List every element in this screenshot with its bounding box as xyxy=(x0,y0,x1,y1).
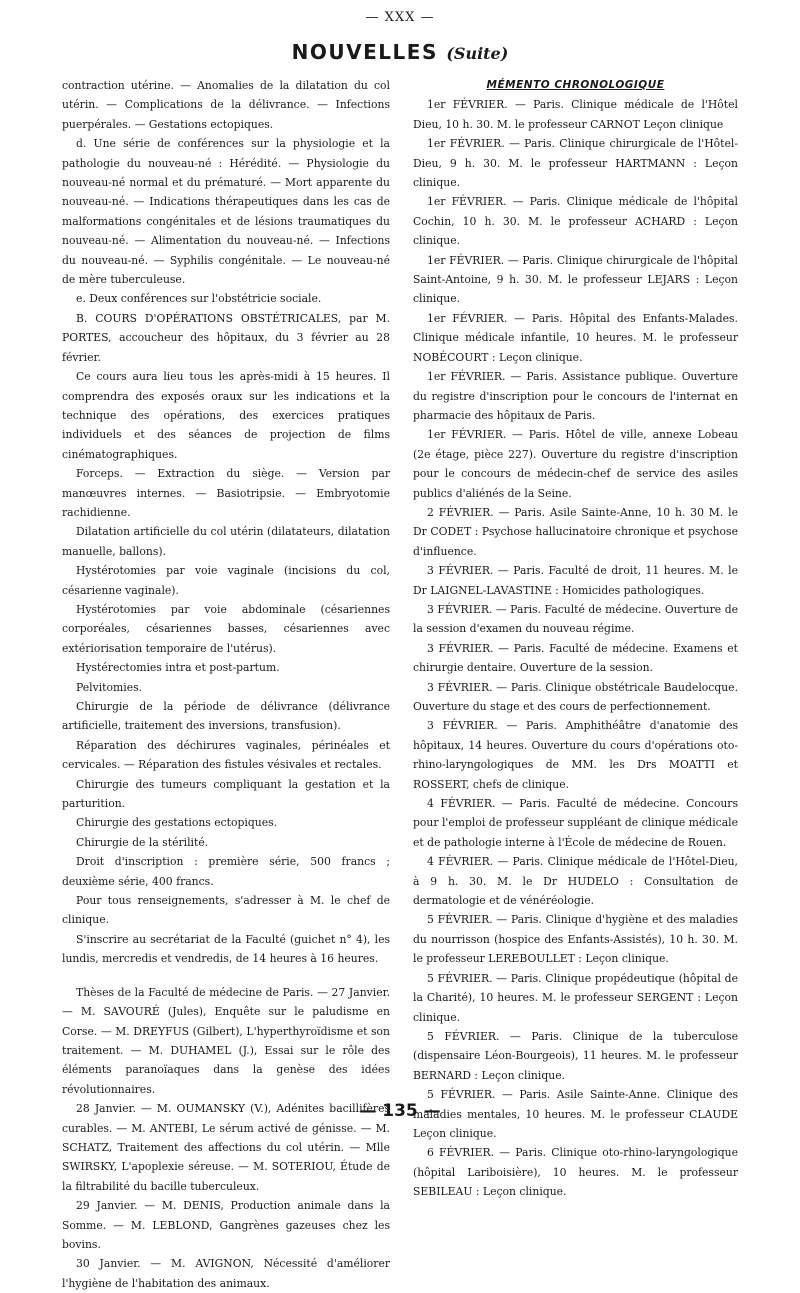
left-paragraph: Dilatation artificielle du col utérin (dilatateurs, dilatation manuelle, ballons). xyxy=(62,525,390,558)
title-text: NOUVELLES xyxy=(291,40,438,64)
memento-entry: 6 FÉVRIER. — Paris. Clinique oto-rhino-laryngologique (hôpital Lariboisière), 10 heures. M. le professeur SEBILEAU : Leçon clinique. xyxy=(413,1146,738,1199)
right-column xyxy=(413,76,738,1202)
left-paragraph: 28 Janvier. — M. OUMANSKY (V.), Adénites bacillifères curables. — M. ANTEBI, Le sérum activé de génisse. — M. SCHATZ, Traitement des affections du col utérin. — Mlle SWIRSKY, L'apoplexie séreuse. — M. SOTERIOU, Étude de la filtrabilité du bacille tuberculeux. xyxy=(62,1102,390,1193)
memento-entry: 1er FÉVRIER. — Paris. Hôtel de ville, annexe Lobeau (2e étage, pièce 227). Ouverture du registre d'inscription pour le concours de médecin-chef de service des asiles publics d'aliénés de la Seine. xyxy=(413,428,738,500)
memento-entry: 3 FÉVRIER. — Paris. Faculté de droit, 11 heures. M. le Dr LAIGNEL-LAVASTINE : Homicides pathologiques. xyxy=(413,564,738,597)
left-paragraph: B. COURS D'OPÉRATIONS OBSTÉTRICALES, par M. PORTES, accoucheur des hôpitaux, du 3 février au 28 février. xyxy=(62,311,390,364)
memento-entry: 5 FÉVRIER. — Paris. Clinique d'hygiène et des maladies du nourrisson (hospice des Enfants-Assistés), 10 h. 30. M. le professeur LEREBOULLET : Leçon clinique. xyxy=(413,913,738,966)
memento-entry: 3 FÉVRIER. — Paris. Faculté de médecine. Ouverture de la session d'examen du nouveau régime. xyxy=(413,602,738,636)
left-paragraph: Chirurgie des gestations ectopiques. xyxy=(76,816,278,830)
memento-entry: 1er FÉVRIER. — Paris. Hôpital des Enfants-Malades. Clinique médicale infantile, 10 heures. M. le professeur NOBÉCOURT : Leçon clinique. xyxy=(413,311,738,364)
left-paragraph: Chirurgie de la stérilité. xyxy=(76,835,209,849)
memento-entry: 5 FÉVRIER. — Paris. Clinique de la tuberculose (dispensaire Léon-Bourgeois), 11 heures. M. le professeur BERNARD : Leçon clinique. xyxy=(413,1029,738,1082)
left-paragraph: Hystérotomies par voie vaginale (incisions du col, césarienne vaginale). xyxy=(62,564,390,597)
left-paragraph: Pelvitomies. xyxy=(76,680,143,694)
left-paragraph: e. Deux conférences sur l'obstétricie sociale. xyxy=(76,292,322,306)
memento-entries xyxy=(413,95,738,1201)
memento-entry: 5 FÉVRIER. — Paris. Clinique propédeutique (hôpital de la Charité), 10 heures. M. le professeur SERGENT : Leçon clinique. xyxy=(413,971,738,1024)
left-paragraph: Pour tous renseignements, s'adresser à M. le chef de clinique. xyxy=(62,894,390,927)
left-paragraph: Droit d'inscription : première série, 500 francs ; deuxième série, 400 francs. xyxy=(62,855,390,888)
memento-entry: 5 FÉVRIER. — Paris. Asile Sainte-Anne. Clinique des maladies mentales, 10 heures. M. le professeur CLAUDE Leçon clinique. xyxy=(413,1088,738,1140)
memento-entry: 3 FÉVRIER. — Paris. Faculté de médecine. Examens et chirurgie dentaire. Ouverture de la session. xyxy=(413,641,738,675)
left-paragraph: S'inscrire au secrétariat de la Faculté (guichet n° 4), les lundis, mercredis et vendredis, de 14 heures à 16 heures. xyxy=(62,932,390,966)
left-paragraph: Ce cours aura lieu tous les après-midi à 15 heures. Il comprendra des exposés oraux sur les indications et la technique des opérations, des exercices pratiques individuels et des séances de projection de films cinématographiques. xyxy=(62,370,390,461)
left-paragraph: Hystérotomies par voie abdominale (césariennes corporéales, césariennes basses, césariennes avec extériorisation temporaire de l'utérus). xyxy=(62,602,390,655)
left-paragraph: 29 Janvier. — M. DENIS, Production animale dans la Somme. — M. LEBLOND, Gangrènes gazeuses chez les bovins. xyxy=(62,1199,390,1251)
page-number: — 135 — xyxy=(359,1101,441,1121)
memento-entry: 3 FÉVRIER. — Paris. Clinique obstétricale Baudelocque. Ouverture du stage et des cours de perfectionnement. xyxy=(413,680,738,713)
memento-entry: 3 FÉVRIER. — Paris. Amphithéâtre d'anatomie des hôpitaux, 14 heures. Ouverture du cours d'opérations oto-rhino-laryngologiques de MM. les Drs MOATTI et ROSSERT, chefs de clinique. xyxy=(413,719,738,791)
left-paragraph: Hystérectomies intra et post-partum. xyxy=(76,661,280,675)
memento-entry: 1er FÉVRIER. — Paris. Clinique chirurgicale de l'hôpital Saint-Antoine, 9 h. 30. M. le professeur LEJARS : Leçon clinique. xyxy=(413,253,738,306)
left-paragraph: d. Une série de conférences sur la physiologie et la pathologie du nouveau-né : Hérédité. — Physiologie du nouveau-né normal et du prématuré. — Mort apparente du nouveau-né. — Indications thérapeutiques dans les cas de malformations congénitales et de lésions traumatiques du nouveau-né. — Alimentation du nouveau-né. — Infections du nouveau-né. — Syphilis congénitale. — Le nouveau-né de mère tuberculeuse. xyxy=(62,137,390,287)
memento-entry: 1er FÉVRIER. — Paris. Assistance publique. Ouverture du registre d'inscription pour le concours de l'internat en pharmacie des hôpitaux de Paris. xyxy=(413,370,738,422)
memento-entry: 1er FÉVRIER. — Paris. Clinique chirurgicale de l'Hôtel-Dieu, 9 h. 30. M. le professeur HARTMANN : Leçon clinique. xyxy=(413,137,738,190)
left-paragraph: Chirurgie de la période de délivrance (délivrance artificielle, traitement des inversions, transfusion). xyxy=(62,700,390,733)
memento-heading: MÉMENTO CHRONOLOGIQUE xyxy=(486,79,665,91)
folio: — XXX — xyxy=(365,10,435,25)
memento-entry: 1er FÉVRIER. — Paris. Clinique médicale de l'hôpital Cochin, 10 h. 30. M. le professeur ACHARD : Leçon clinique. xyxy=(413,195,738,248)
title-suite: (Suite) xyxy=(446,44,509,63)
left-paragraph: contraction utérine. — Anomalies de la dilatation du col utérin. — Complications de la délivrance. — Infections puerpérales. — Gestations ectopiques. xyxy=(62,79,390,131)
memento-entry: 4 FÉVRIER. — Paris. Clinique médicale de l'Hôtel-Dieu, à 9 h. 30. M. le Dr HUDELO : Consultation de dermatologie et de vénéréologie. xyxy=(413,855,738,908)
left-paragraph: 30 Janvier. — M. AVIGNON, Nécessité d'améliorer l'hygiène de l'habitation des animaux. xyxy=(62,1257,390,1290)
memento-entry: 1er FÉVRIER. — Paris. Clinique médicale de l'Hôtel Dieu, 10 h. 30. M. le professeur CARNOT Leçon clinique xyxy=(413,98,738,131)
memento-entry: 4 FÉVRIER. — Paris. Faculté de médecine. Concours pour l'emploi de professeur suppléant de clinique médicale et de pathologie interne à l'École de médecine de Rouen. xyxy=(413,797,738,849)
memento-entry: 2 FÉVRIER. — Paris. Asile Sainte-Anne, 10 h. 30 M. le Dr CODET : Psychose hallucinatoire chronique et psychose d'influence. xyxy=(413,505,738,558)
page-title xyxy=(0,40,800,64)
left-paragraph: Réparation des déchirures vaginales, périnéales et cervicales. — Réparation des fistules vésivales et rectales. xyxy=(62,738,390,772)
left-paragraph: Chirurgie des tumeurs compliquant la gestation et la parturition. xyxy=(62,777,390,811)
left-paragraph: Forceps. — Extraction du siège. — Version par manœuvres internes. — Basiotripsie. — Embryotomie rachidienne. xyxy=(62,467,390,519)
left-paragraph: Thèses de la Faculté de médecine de Paris. — 27 Janvier. — M. SAVOURÉ (Jules), Enquête sur le paludisme en Corse. — M. DREYFUS (Gilbert), L'hyperthyroïdisme et son traitement. — M. DUHAMEL (J.), Essai sur le rôle des éléments paranoïaques dans la genèse des idées révolutionnaires. xyxy=(62,985,390,1096)
